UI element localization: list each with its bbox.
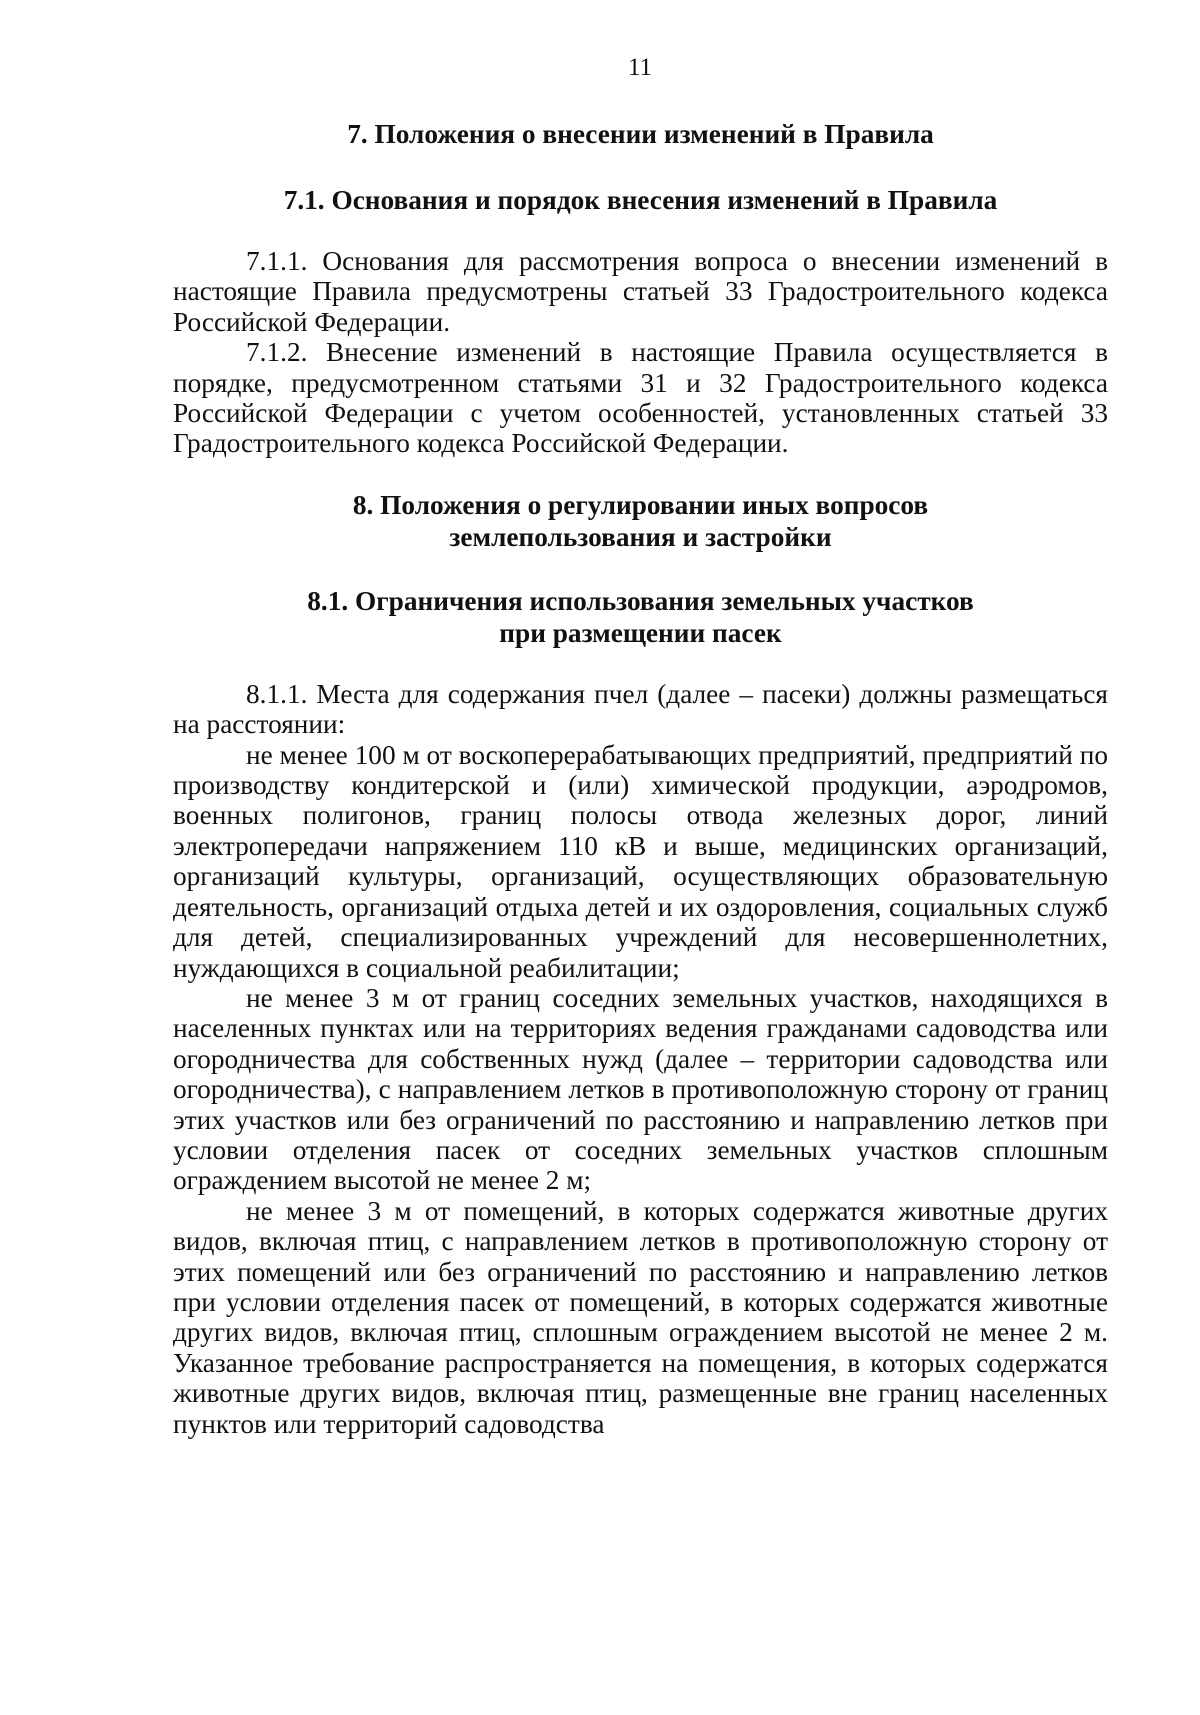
section-8-title-line-2: землепользования и застройки — [449, 521, 832, 552]
paragraph-100m-restriction: не менее 100 м от воскоперерабатывающих предприятий, предприятий по производству кондитерской и (или) химической продукции, аэродромов, военных полигонов, границ полосы отвода железных дорог, линий электропередачи напряжением 110 кВ и выше, медицинских организаций, организаций культуры, организаций, осуществляющих образовательную деятельность, организаций отдыха детей и их оздоровления, социальных служб для детей, специализированных учреждений для несовершеннолетних, нуждающихся в социальной реабилитации; — [173, 739, 1108, 983]
section-8-title-line-1: 8. Положения о регулировании иных вопросов — [352, 489, 929, 520]
subsection-8-1-title-line-1: 8.1. Ограничения использования земельных участков — [307, 585, 974, 616]
subsection-8-1-title — [173, 585, 1108, 649]
paragraph-7-1-2: 7.1.2. Внесение изменений в настоящие Правила осуществляется в порядке, предусмотренном статьями 31 и 32 Градостроительного кодекса Российской Федерации с учетом особенностей, установленных статьей 33 Градостроительного кодекса Российской Федерации. — [173, 337, 1108, 459]
paragraph-3m-animal-premises: не менее 3 м от помещений, в которых содержатся животные других видов, включая птиц, с направлением летков в противоположную сторону от этих помещений или без ограничений по расстоянию и направлению летков при условии отделения пасек от помещений, в которых содержатся животные других видов, включая птиц, сплошным ограждением высотой не менее 2 м. Указанное требование распространяется на помещения, в которых содержатся животные других видов, включая птиц, размещенные вне границ населенных пунктов или территорий садоводства — [173, 1195, 1108, 1439]
paragraph-3m-land-plots: не менее 3 м от границ соседних земельных участков, находящихся в населенных пунктах или на территориях ведения гражданами садоводства или огородничества для собственных нужд (далее – территории садоводства или огородничества), с направлением летков в противоположную сторону от границ этих участков или без ограничений по расстоянию и направлению летков при условии отделения пасек от соседних земельных участков сплошным ограждением высотой не менее 2 м; — [173, 982, 1108, 1196]
subsection-8-1-title-line-2: при размещении пасек — [499, 617, 782, 648]
page-number: 11 — [627, 54, 653, 81]
paragraph-8-1-1: 8.1.1. Места для содержания пчел (далее – пасеки) должны размещаться на расстоянии: — [173, 678, 1108, 740]
subsection-7-1-title: 7.1. Основания и порядок внесения изменений в Правила — [283, 185, 998, 215]
section-8-title — [173, 489, 1108, 553]
section-7-title: 7. Положения о внесении изменений в Правила — [347, 119, 934, 149]
paragraph-7-1-1: 7.1.1. Основания для рассмотрения вопроса о внесении изменений в настоящие Правила предусмотрены статьей 33 Градостроительного кодекса Российской Федерации. — [173, 246, 1108, 337]
page-content — [173, 116, 1108, 1439]
